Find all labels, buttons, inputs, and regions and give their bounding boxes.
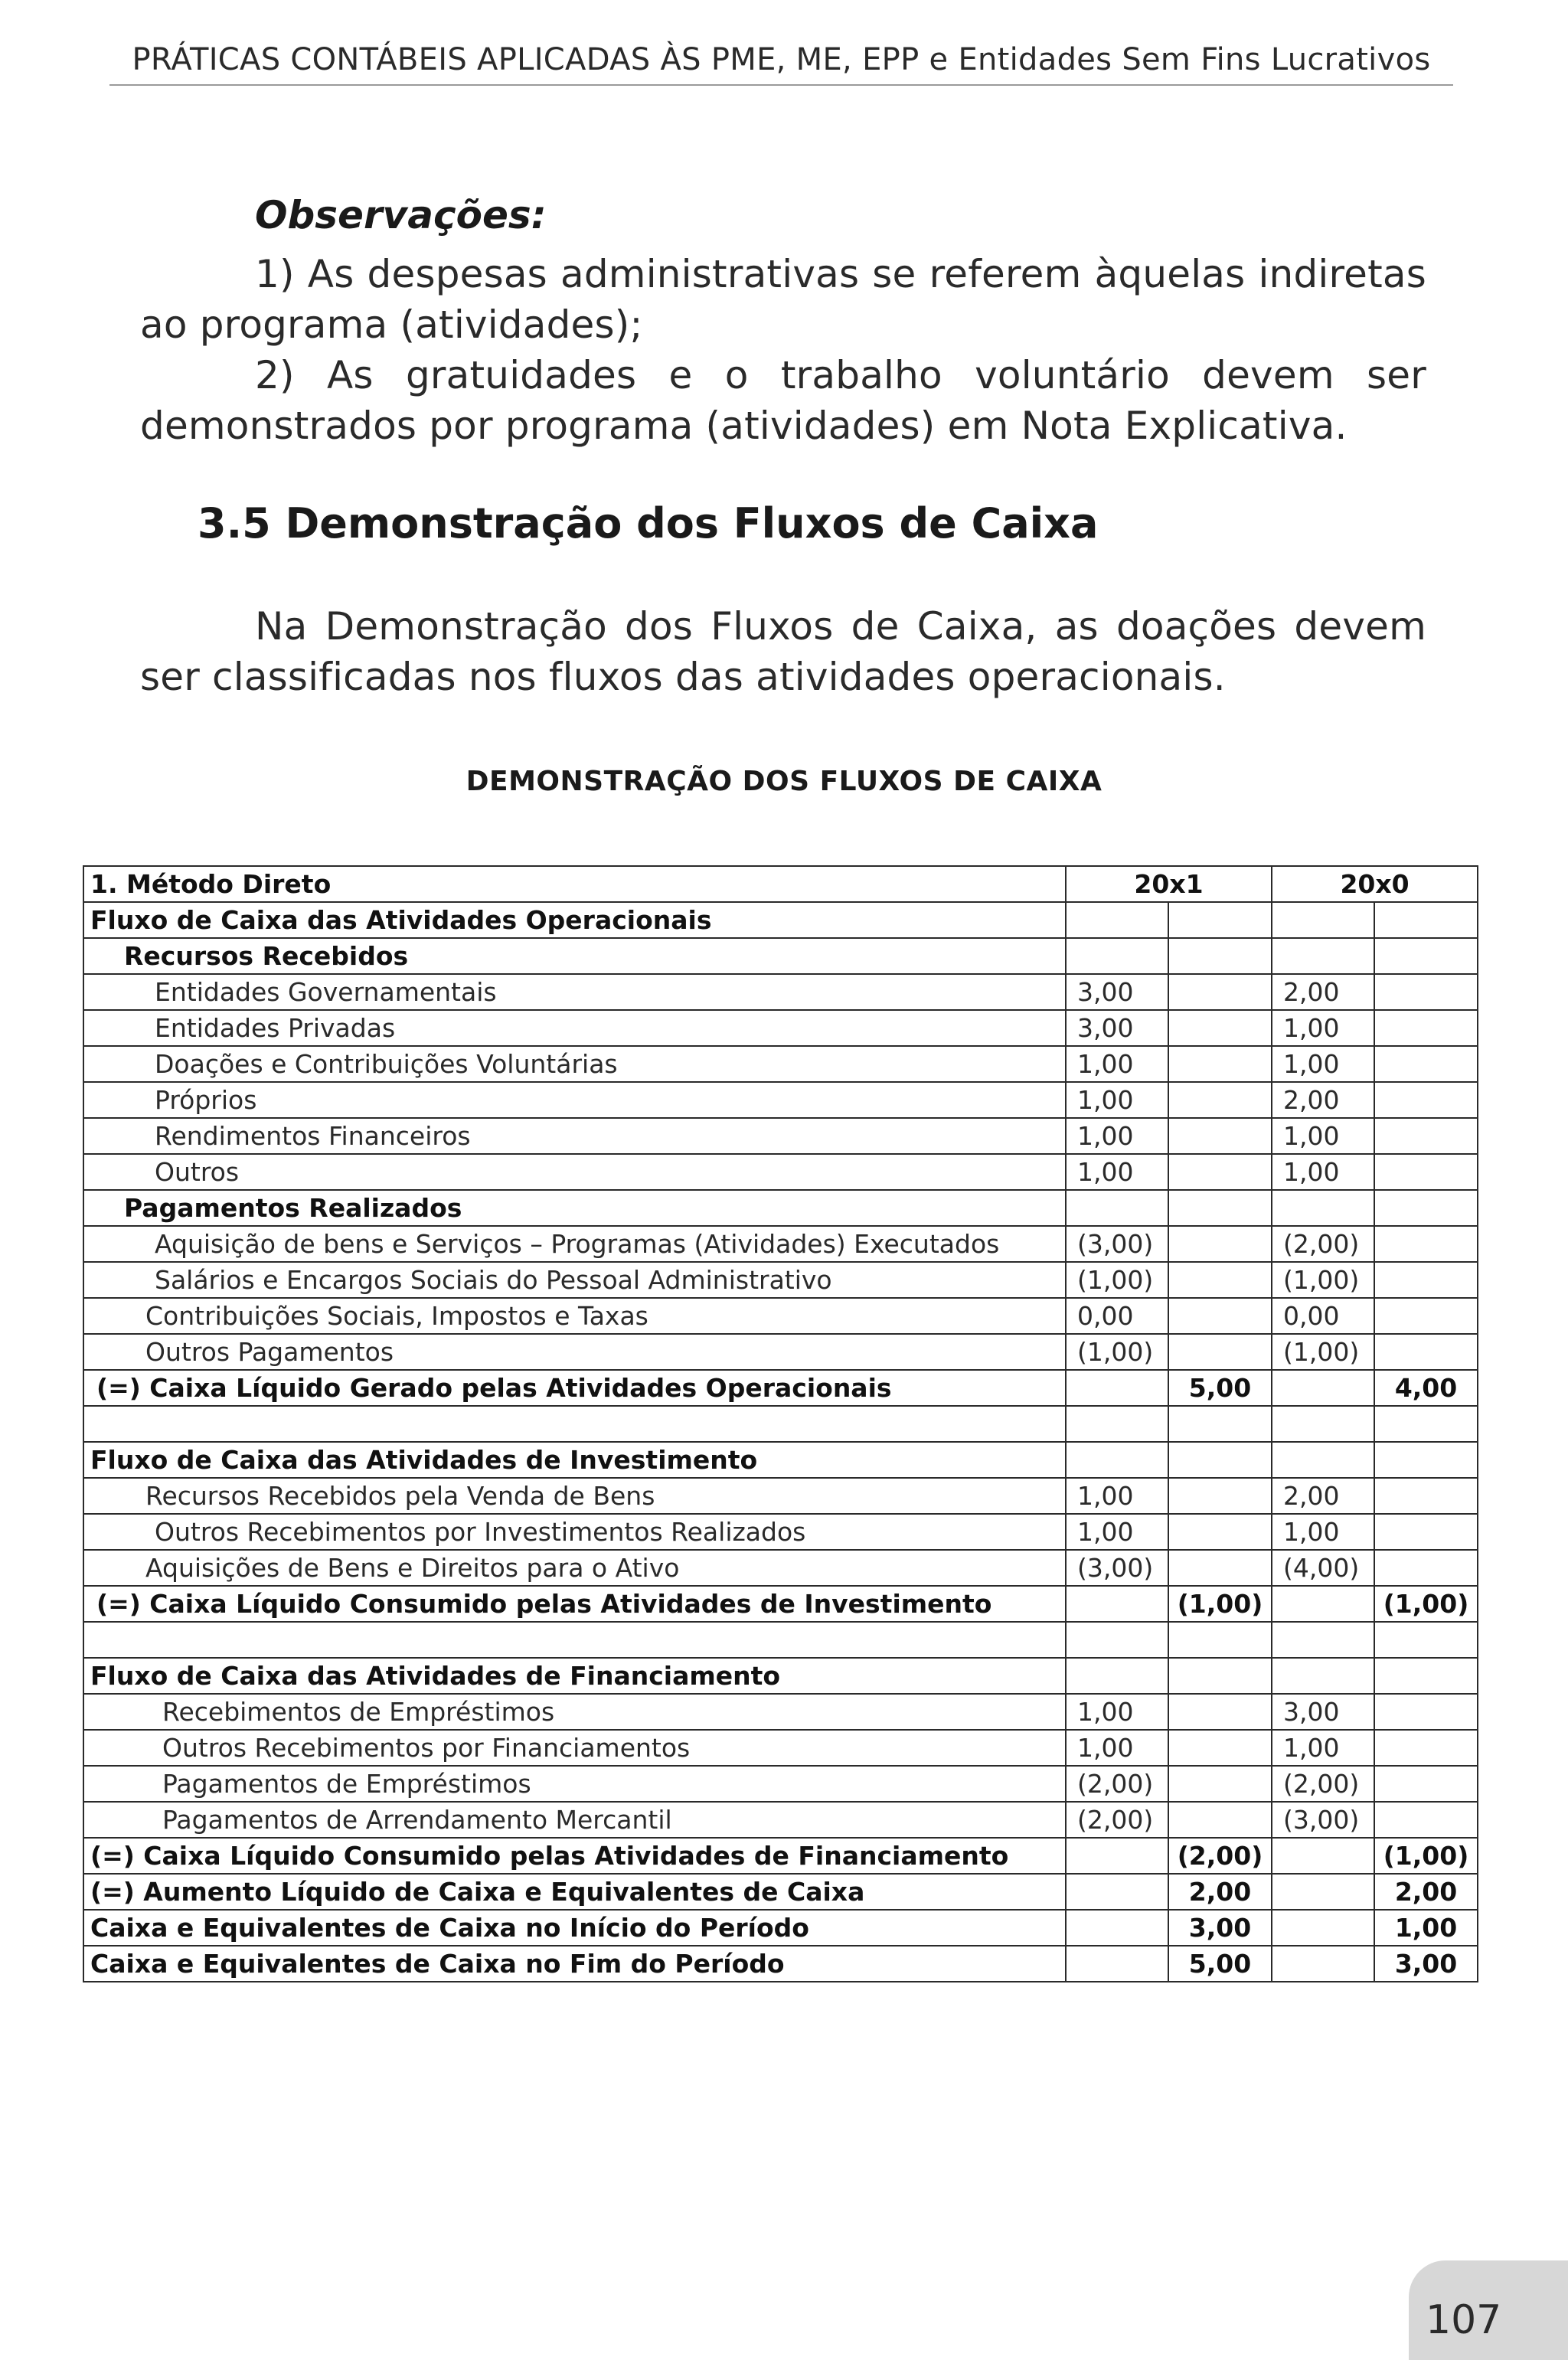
value-20x1-total <box>1168 1658 1272 1694</box>
value-20x1-total: 5,00 <box>1168 1370 1272 1406</box>
table-row <box>83 1154 1478 1190</box>
value-20x1-detail <box>1066 1370 1168 1406</box>
table-row <box>83 1190 1478 1226</box>
table-row <box>83 1694 1478 1730</box>
table-row <box>83 1766 1478 1802</box>
value-20x1-total: (1,00) <box>1168 1586 1272 1622</box>
value-20x0-detail <box>1272 902 1374 938</box>
value-20x0-detail <box>1272 938 1374 974</box>
table-row <box>83 1550 1478 1586</box>
row-label <box>83 1622 1066 1658</box>
value-20x0-total <box>1374 1046 1478 1082</box>
value-20x1-detail: (3,00) <box>1066 1550 1168 1586</box>
value-20x0-total <box>1374 1010 1478 1046</box>
value-20x0-detail <box>1272 1190 1374 1226</box>
value-20x1-detail <box>1066 902 1168 938</box>
value-20x0-total <box>1374 1334 1478 1370</box>
value-20x1-detail: 3,00 <box>1066 1010 1168 1046</box>
value-20x1-total <box>1168 1154 1272 1190</box>
observation-item-1: 1) As despesas administrativas se referem àquelas indiretas ao programa (atividades); <box>140 252 1426 347</box>
value-20x0-total: 1,00 <box>1374 1910 1478 1946</box>
row-label: Outros Recebimentos por Investimentos Realizados <box>83 1514 1066 1550</box>
cash-flow-table <box>83 865 1478 1982</box>
value-20x1-detail: 1,00 <box>1066 1082 1168 1118</box>
value-20x1-total <box>1168 1190 1272 1226</box>
value-20x1-total <box>1168 1262 1272 1298</box>
page-number: 107 <box>1426 2297 1502 2343</box>
table-row <box>83 1370 1478 1406</box>
value-20x0-detail <box>1272 1622 1374 1658</box>
row-label: Pagamentos de Arrendamento Mercantil <box>83 1802 1066 1838</box>
table-row <box>83 1802 1478 1838</box>
value-20x0-detail <box>1272 1370 1374 1406</box>
row-label: Recebimentos de Empréstimos <box>83 1694 1066 1730</box>
value-20x1-detail: 1,00 <box>1066 1514 1168 1550</box>
row-label: Outros Pagamentos <box>83 1334 1066 1370</box>
value-20x1-detail: 0,00 <box>1066 1298 1168 1334</box>
row-label: Outros <box>83 1154 1066 1190</box>
table-row <box>83 902 1478 938</box>
value-20x1-total <box>1168 1442 1272 1478</box>
value-20x0-total <box>1374 1622 1478 1658</box>
value-20x0-detail: 0,00 <box>1272 1298 1374 1334</box>
table-row <box>83 1010 1478 1046</box>
value-20x0-total: (1,00) <box>1374 1586 1478 1622</box>
table-row <box>83 1334 1478 1370</box>
value-20x0-total <box>1374 1190 1478 1226</box>
row-label: (=) Caixa Líquido Consumido pelas Atividades de Financiamento <box>83 1838 1066 1874</box>
table-row <box>83 1910 1478 1946</box>
value-20x0-detail: 1,00 <box>1272 1514 1374 1550</box>
value-20x1-total <box>1168 1550 1272 1586</box>
value-20x1-detail <box>1066 938 1168 974</box>
value-20x0-detail <box>1272 1586 1374 1622</box>
table-row <box>83 1874 1478 1910</box>
section-intro-paragraph: Na Demonstração dos Fluxos de Caixa, as doações devem ser classificadas nos fluxos das atividades operacionais. <box>140 604 1426 699</box>
value-20x0-detail <box>1272 1874 1374 1910</box>
value-20x0-total <box>1374 1406 1478 1442</box>
row-label: (=) Aumento Líquido de Caixa e Equivalentes de Caixa <box>83 1874 1066 1910</box>
row-label: (=) Caixa Líquido Consumido pelas Atividades de Investimento <box>83 1586 1066 1622</box>
value-20x1-detail: (2,00) <box>1066 1766 1168 1802</box>
value-20x0-detail: 1,00 <box>1272 1730 1374 1766</box>
value-20x0-total: 3,00 <box>1374 1946 1478 1982</box>
row-label: Doações e Contribuições Voluntárias <box>83 1046 1066 1082</box>
value-20x0-total <box>1374 1154 1478 1190</box>
value-20x1-total: (2,00) <box>1168 1838 1272 1874</box>
value-20x1-detail <box>1066 1946 1168 1982</box>
value-20x1-detail: (3,00) <box>1066 1226 1168 1262</box>
value-20x0-detail <box>1272 1658 1374 1694</box>
value-20x1-total <box>1168 1334 1272 1370</box>
value-20x1-total: 3,00 <box>1168 1910 1272 1946</box>
row-label: Caixa e Equivalentes de Caixa no Fim do Período <box>83 1946 1066 1982</box>
value-20x1-detail: 1,00 <box>1066 1694 1168 1730</box>
running-header: PRÁTICAS CONTÁBEIS APLICADAS ÀS PME, ME, EPP e Entidades Sem Fins Lucrativos <box>132 42 1431 77</box>
table-row <box>83 1658 1478 1694</box>
value-20x1-detail <box>1066 1190 1168 1226</box>
value-20x0-detail <box>1272 1406 1374 1442</box>
row-label: Rendimentos Financeiros <box>83 1118 1066 1154</box>
observation-item-2: 2) As gratuidades e o trabalho voluntário devem ser demonstrados por programa (atividades) em Nota Explicativa. <box>140 353 1426 448</box>
value-20x1-detail <box>1066 1442 1168 1478</box>
year-20x1-header: 20x1 <box>1066 866 1272 902</box>
row-label: Pagamentos de Empréstimos <box>83 1766 1066 1802</box>
row-label: Recursos Recebidos pela Venda de Bens <box>83 1478 1066 1514</box>
value-20x0-detail: 3,00 <box>1272 1694 1374 1730</box>
value-20x0-detail: (1,00) <box>1272 1334 1374 1370</box>
value-20x0-detail: 2,00 <box>1272 1082 1374 1118</box>
value-20x0-detail: (4,00) <box>1272 1550 1374 1586</box>
row-label: Fluxo de Caixa das Atividades de Investimento <box>83 1442 1066 1478</box>
table-row <box>83 1406 1478 1442</box>
table-row <box>83 1262 1478 1298</box>
value-20x1-total <box>1168 1802 1272 1838</box>
value-20x0-total <box>1374 1658 1478 1694</box>
value-20x0-detail: 2,00 <box>1272 1478 1374 1514</box>
table-row <box>83 1046 1478 1082</box>
table-row <box>83 938 1478 974</box>
value-20x0-total <box>1374 1118 1478 1154</box>
row-label: Fluxo de Caixa das Atividades Operacionais <box>83 902 1066 938</box>
value-20x1-detail <box>1066 1622 1168 1658</box>
row-label: Próprios <box>83 1082 1066 1118</box>
value-20x0-total: 4,00 <box>1374 1370 1478 1406</box>
value-20x0-total <box>1374 1442 1478 1478</box>
value-20x0-total <box>1374 1514 1478 1550</box>
row-label <box>83 1406 1066 1442</box>
row-label: Outros Recebimentos por Financiamentos <box>83 1730 1066 1766</box>
row-label: Contribuições Sociais, Impostos e Taxas <box>83 1298 1066 1334</box>
value-20x1-total <box>1168 1298 1272 1334</box>
value-20x1-detail: 1,00 <box>1066 1478 1168 1514</box>
section-title: 3.5 Demonstração dos Fluxos de Caixa <box>198 499 1099 548</box>
row-label: Caixa e Equivalentes de Caixa no Início do Período <box>83 1910 1066 1946</box>
value-20x0-detail: 1,00 <box>1272 1154 1374 1190</box>
row-label: Aquisição de bens e Serviços – Programas (Atividades) Executados <box>83 1226 1066 1262</box>
table-row <box>83 974 1478 1010</box>
value-20x1-total <box>1168 1010 1272 1046</box>
value-20x0-detail: 2,00 <box>1272 974 1374 1010</box>
value-20x0-detail <box>1272 1946 1374 1982</box>
value-20x1-total <box>1168 1766 1272 1802</box>
value-20x0-total <box>1374 1478 1478 1514</box>
table-row <box>83 1838 1478 1874</box>
value-20x0-total <box>1374 1298 1478 1334</box>
method-label: 1. Método Direto <box>83 866 1066 902</box>
value-20x0-total <box>1374 974 1478 1010</box>
value-20x1-detail <box>1066 1910 1168 1946</box>
value-20x0-detail: 1,00 <box>1272 1046 1374 1082</box>
table-header-row <box>83 866 1478 902</box>
value-20x0-total <box>1374 938 1478 974</box>
value-20x1-detail: 1,00 <box>1066 1730 1168 1766</box>
table-title: DEMONSTRAÇÃO DOS FLUXOS DE CAIXA <box>466 766 1102 797</box>
table-row <box>83 1730 1478 1766</box>
value-20x1-total <box>1168 1118 1272 1154</box>
table-row <box>83 1226 1478 1262</box>
row-label: (=) Caixa Líquido Gerado pelas Atividades Operacionais <box>83 1370 1066 1406</box>
value-20x0-total <box>1374 1694 1478 1730</box>
value-20x0-detail: (3,00) <box>1272 1802 1374 1838</box>
value-20x1-total <box>1168 1406 1272 1442</box>
value-20x0-total <box>1374 1802 1478 1838</box>
row-label: Recursos Recebidos <box>83 938 1066 974</box>
value-20x1-detail <box>1066 1406 1168 1442</box>
value-20x1-total: 5,00 <box>1168 1946 1272 1982</box>
table-row <box>83 1478 1478 1514</box>
value-20x1-detail <box>1066 1838 1168 1874</box>
value-20x1-detail: 3,00 <box>1066 974 1168 1010</box>
row-label: Pagamentos Realizados <box>83 1190 1066 1226</box>
value-20x0-total <box>1374 1550 1478 1586</box>
value-20x1-detail: (2,00) <box>1066 1802 1168 1838</box>
value-20x0-total <box>1374 902 1478 938</box>
value-20x0-detail <box>1272 1838 1374 1874</box>
value-20x1-total <box>1168 1730 1272 1766</box>
value-20x1-detail: 1,00 <box>1066 1118 1168 1154</box>
value-20x1-total: 2,00 <box>1168 1874 1272 1910</box>
table-row <box>83 1118 1478 1154</box>
value-20x1-detail: (1,00) <box>1066 1334 1168 1370</box>
observations-title: Observações: <box>255 193 547 237</box>
value-20x0-detail: 1,00 <box>1272 1010 1374 1046</box>
value-20x1-total <box>1168 1046 1272 1082</box>
value-20x1-total <box>1168 974 1272 1010</box>
row-label: Fluxo de Caixa das Atividades de Financiamento <box>83 1658 1066 1694</box>
value-20x1-total <box>1168 1478 1272 1514</box>
value-20x0-total: (1,00) <box>1374 1838 1478 1874</box>
value-20x0-detail: (2,00) <box>1272 1226 1374 1262</box>
table-row <box>83 1622 1478 1658</box>
value-20x1-total <box>1168 1226 1272 1262</box>
row-label: Salários e Encargos Sociais do Pessoal Administrativo <box>83 1262 1066 1298</box>
value-20x0-total <box>1374 1730 1478 1766</box>
value-20x0-detail: (1,00) <box>1272 1262 1374 1298</box>
value-20x0-detail <box>1272 1442 1374 1478</box>
table-row <box>83 1586 1478 1622</box>
value-20x0-detail: (2,00) <box>1272 1766 1374 1802</box>
value-20x0-detail: 1,00 <box>1272 1118 1374 1154</box>
value-20x0-total <box>1374 1082 1478 1118</box>
value-20x0-detail <box>1272 1910 1374 1946</box>
value-20x1-detail <box>1066 1586 1168 1622</box>
header-divider <box>109 84 1453 86</box>
value-20x1-total <box>1168 1622 1272 1658</box>
table-row <box>83 1082 1478 1118</box>
table-row <box>83 1514 1478 1550</box>
row-label: Aquisições de Bens e Direitos para o Ativo <box>83 1550 1066 1586</box>
value-20x1-detail <box>1066 1658 1168 1694</box>
value-20x0-total <box>1374 1262 1478 1298</box>
value-20x1-total <box>1168 1082 1272 1118</box>
row-label: Entidades Governamentais <box>83 974 1066 1010</box>
table-row <box>83 1946 1478 1982</box>
value-20x1-detail: 1,00 <box>1066 1046 1168 1082</box>
value-20x0-total <box>1374 1226 1478 1262</box>
value-20x0-total: 2,00 <box>1374 1874 1478 1910</box>
table-row <box>83 1442 1478 1478</box>
value-20x1-detail: (1,00) <box>1066 1262 1168 1298</box>
value-20x0-total <box>1374 1766 1478 1802</box>
value-20x1-total <box>1168 1694 1272 1730</box>
value-20x1-total <box>1168 938 1272 974</box>
value-20x1-detail <box>1066 1874 1168 1910</box>
row-label: Entidades Privadas <box>83 1010 1066 1046</box>
table-row <box>83 1298 1478 1334</box>
year-20x0-header: 20x0 <box>1272 866 1478 902</box>
value-20x1-detail: 1,00 <box>1066 1154 1168 1190</box>
value-20x1-total <box>1168 1514 1272 1550</box>
value-20x1-total <box>1168 902 1272 938</box>
